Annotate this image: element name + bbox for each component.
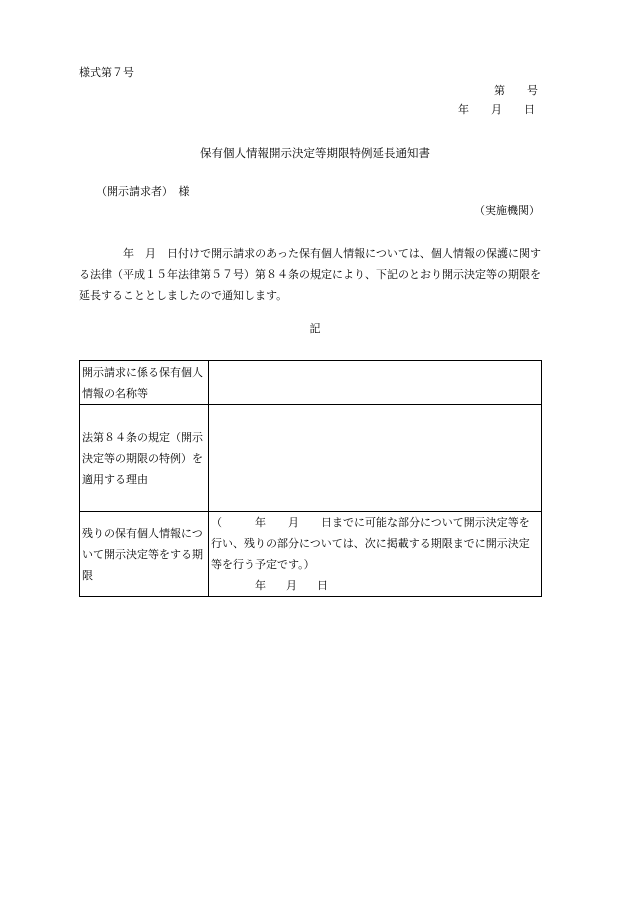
- ki-heading: 記: [309, 322, 321, 335]
- notice-table: [79, 360, 542, 597]
- notice-body-text: 開示請求のあった保有個人情報については、個人情報の保護に関する法律（平成１５年法律第５７号）第８４条の規定により、下記のとおり開示決定等の期限を延長することとしましたので通知します。: [79, 247, 541, 302]
- table-value-deadline: [209, 512, 542, 597]
- deadline-year: 年: [255, 579, 266, 592]
- deadline-date: [211, 575, 539, 596]
- issue-date-year: 年: [458, 103, 469, 116]
- document-title: 保有個人情報開示決定等期限特例延長通知書: [200, 146, 430, 160]
- table-label-info-name: 開示請求に係る保有個人情報の名称等: [80, 361, 209, 405]
- form-number: 様式第７号: [79, 66, 134, 79]
- table-label-reason: 法第８４条の規定（開示決定等の期限の特例）を適用する理由: [80, 405, 209, 512]
- deadline-month: 月: [286, 579, 297, 592]
- notice-body-date: 年 月 日付けで: [123, 247, 212, 260]
- document-number: [494, 85, 538, 96]
- document-number-prefix: 第: [494, 84, 505, 97]
- table-row: [80, 361, 542, 405]
- issue-date-month: 月: [491, 103, 502, 116]
- addressee: （開示請求者） 様: [96, 185, 190, 198]
- notice-body: [79, 243, 541, 306]
- issue-date-day: 日: [524, 103, 535, 116]
- table-value-info-name: [209, 361, 542, 405]
- deadline-text: （ 年 月 日までに可能な部分について開示決定等を行い、残りの部分については、次に掲載する期限までに開示決定等を行う予定です。）: [211, 516, 530, 571]
- issue-date: [458, 104, 535, 115]
- table-value-reason: [209, 405, 542, 512]
- table-label-deadline: 残りの保有個人情報について開示決定等をする期限: [80, 512, 209, 597]
- table-row: [80, 512, 542, 597]
- deadline-day: 日: [317, 579, 328, 592]
- implementing-agency: （実施機関）: [474, 204, 540, 217]
- table-row: [80, 405, 542, 512]
- document-number-suffix: 号: [527, 84, 538, 97]
